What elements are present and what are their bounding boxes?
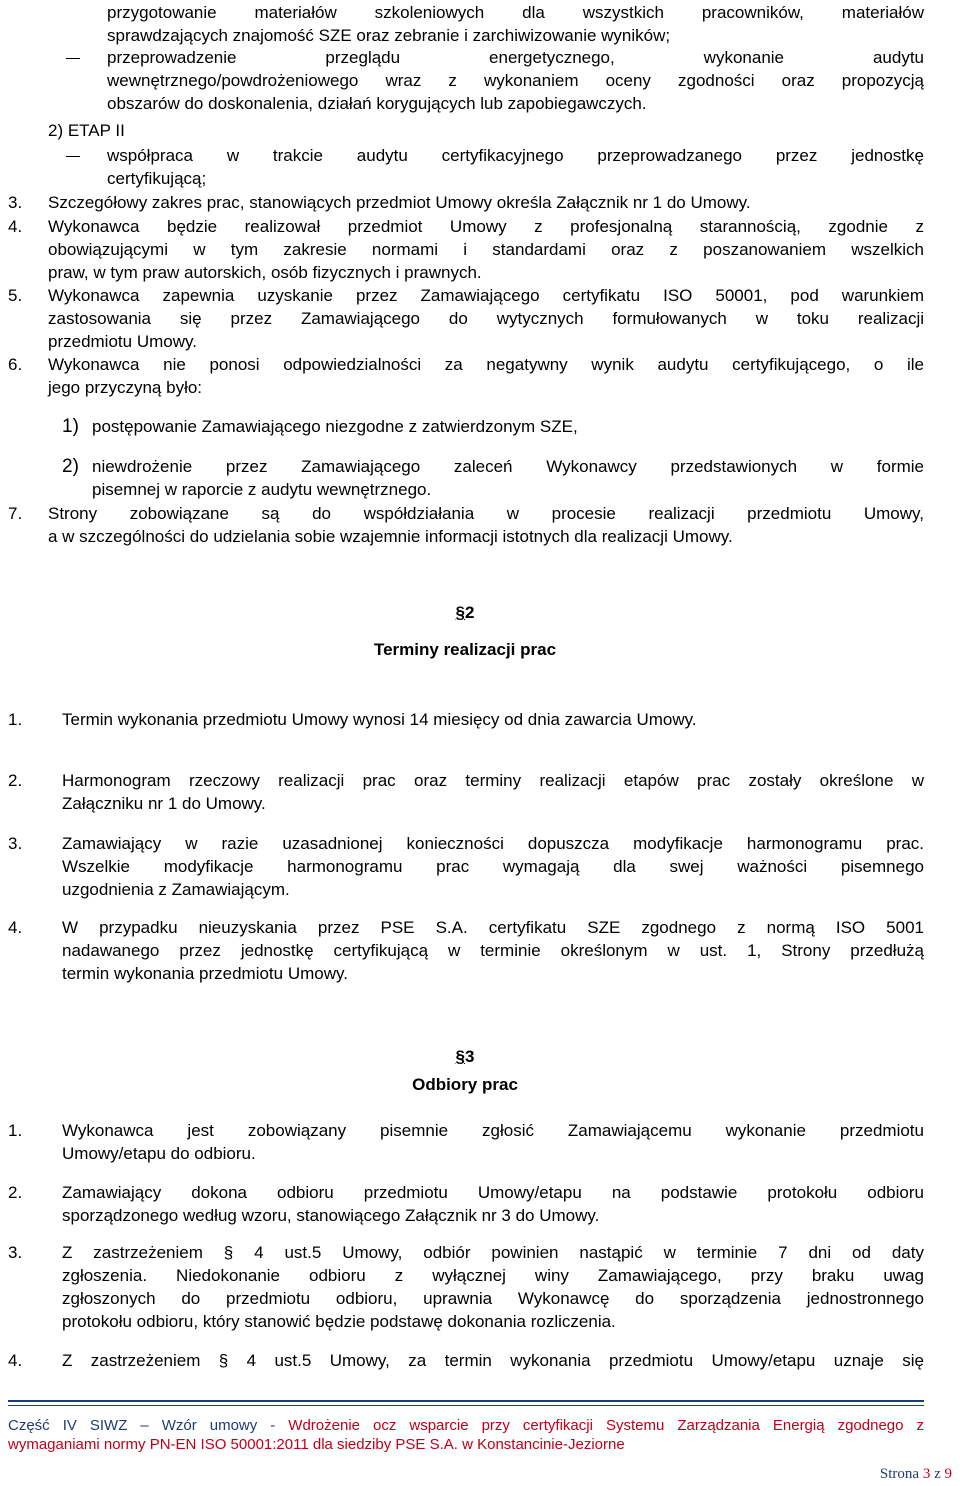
item-number: 6. — [8, 355, 23, 374]
body-line: postępowanie Zamawiającego niezgodne z zatwierdzonym SZE, — [92, 417, 578, 436]
body-line: Strony zobowiązane są do współdziałania w procesie realizacji przedmiotu Umowy, — [48, 504, 924, 523]
body-line: obszarów do doskonalenia, działań korygujących lub zapobiegawczych. — [107, 94, 647, 113]
body-line: Wykonawca zapewnia uzyskanie przez Zamawiającego certyfikatu ISO 50001, pod warunkiem — [48, 286, 924, 305]
body-line: zgłoszonych do przedmiotu odbioru, uprawnia Wykonawcę do sporządzenia jednostronnego — [62, 1289, 924, 1308]
body-line: Wykonawca będzie realizował przedmiot Umowy z profesjonalną starannością, zgodnie z — [48, 217, 924, 236]
body-line: Zamawiający dokona odbioru przedmiotu Umowy/etapu na podstawie protokołu odbioru — [62, 1183, 924, 1202]
body-line: niewdrożenie przez Zamawiającego zaleceń Wykonawcy przedstawionych w formie — [92, 457, 924, 476]
section-title: Terminy realizacji prac — [373, 640, 557, 659]
body-line: a w szczególności do udzielania sobie wzajemnie informacji istotnych dla realizacji Umowy. — [48, 527, 733, 546]
body-line: wewnętrznego/powdrożeniowego wraz z wykonaniem oceny zgodności oraz propozycją — [107, 71, 924, 90]
body-line: jego przyczyną było: — [48, 378, 203, 397]
body-line: zgłoszenia. Niedokonanie odbioru z wyłącznej winy Zamawiającego, przy braku uwag — [62, 1266, 924, 1285]
body-line: zastosowania się przez Zamawiającego do wytycznych formułowanych w toku realizacji — [48, 309, 924, 328]
body-line: przedmiotu Umowy. — [48, 332, 197, 351]
section-number: §3 — [455, 1047, 475, 1066]
body-line: Załączniku nr 1 do Umowy. — [62, 794, 266, 813]
footer-rule — [8, 1400, 924, 1402]
body-line: termin wykonania przedmiotu Umowy. — [62, 964, 348, 983]
item-number: 1. — [8, 1121, 23, 1140]
body-line: Umowy/etapu do odbioru. — [62, 1144, 256, 1163]
item-number: 7. — [8, 504, 23, 523]
item-number: 2. — [8, 771, 23, 790]
item-number: 3. — [8, 1243, 23, 1262]
body-line: współpraca w trakcie audytu certyfikacyjnego przeprowadzanego przez jednostkę — [107, 146, 924, 165]
body-line: Wszelkie modyfikacje harmonogramu prac wymagają dla swej ważności pisemnego — [62, 857, 924, 876]
body-line: Z zastrzeżeniem § 4 ust.5 Umowy, za termin wykonania przedmiotu Umowy/etapu uznaje się — [62, 1351, 924, 1370]
item-number: 3. — [8, 193, 23, 212]
body-line: sporządzonego według wzoru, stanowiącego Załącznik nr 3 do Umowy. — [62, 1206, 600, 1225]
body-line: protokołu odbioru, który stanowić będzie podstawę dokonania rozliczenia. — [62, 1312, 616, 1331]
item-number: 4. — [8, 217, 23, 236]
item-number: 5. — [8, 286, 23, 305]
body-line: nadawanego przez jednostkę certyfikującą w terminie określonym w ust. 1, Strony przedłużą — [62, 941, 924, 960]
item-number: 4. — [8, 918, 23, 937]
item-number: 4. — [8, 1351, 23, 1370]
body-line: przygotowanie materiałów szkoleniowych dla wszystkich pracowników, materiałów — [107, 3, 924, 22]
item-number: 3. — [8, 834, 23, 853]
sub-item-number: 2) — [62, 456, 79, 477]
item-number: 1. — [8, 710, 23, 729]
body-line: certyfikującą; — [107, 169, 207, 188]
body-line: przeprowadzenie przeglądu energetycznego, wykonanie audytu — [107, 48, 924, 67]
body-line: obowiązującymi w tym zakresie normami i standardami oraz z poszanowaniem wszelkich — [48, 240, 924, 259]
page-number: Strona 3 z 9 — [879, 1466, 952, 1482]
dash-bullet — [66, 156, 80, 157]
body-line: Wykonawca nie ponosi odpowiedzialności za negatywny wynik audytu certyfikującego, o ile — [48, 355, 924, 374]
body-line: Z zastrzeżeniem § 4 ust.5 Umowy, odbiór powinien nastąpić w terminie 7 dni od daty — [62, 1243, 924, 1262]
body-line: pisemnej w raporcie z audytu wewnętrznego. — [92, 480, 432, 499]
body-line: Szczegółowy zakres prac, stanowiących przedmiot Umowy określa Załącznik nr 1 do Umowy. — [48, 193, 751, 212]
body-line: praw, w tym praw autorskich, osób fizycznych i prawnych. — [48, 263, 482, 282]
body-line: Zamawiający w razie uzasadnionej konieczności dopuszcza modyfikacje harmonogramu prac. — [62, 834, 924, 853]
body-line: Termin wykonania przedmiotu Umowy wynosi 14 miesięcy od dnia zawarcia Umowy. — [62, 710, 697, 729]
section-title: Odbiory prac — [412, 1075, 518, 1094]
etap-heading: 2) ETAP II — [48, 121, 125, 140]
dash-bullet — [66, 58, 80, 59]
body-line: Wykonawca jest zobowiązany pisemnie zgłosić Zamawiającemu wykonanie przedmiotu — [62, 1121, 924, 1140]
item-number: 2. — [8, 1183, 23, 1202]
body-line: uzgodnienia z Zamawiającym. — [62, 880, 290, 899]
sub-item-number: 1) — [62, 416, 79, 437]
section-number: §2 — [455, 603, 475, 622]
body-line: W przypadku nieuzyskania przez PSE S.A. certyfikatu SZE zgodnego z normą ISO 5001 — [62, 918, 924, 937]
body-line: sprawdzających znajomość SZE oraz zebranie i zarchiwizowanie wyników; — [107, 26, 671, 45]
footer-rule — [8, 1405, 924, 1406]
footer-text: Część IV SIWZ – Wzór umowy - Wdrożenie ocz wsparcie przy certyfikacji Systemu Zarządzania Energią zgodnego z wymaganiami normy PN-EN ISO 50001:2011 dla siedziby PSE S.A. w Konstancinie-Jeziorne — [8, 1417, 925, 1453]
body-line: Harmonogram rzeczowy realizacji prac oraz terminy realizacji etapów prac zostały określone w — [62, 771, 924, 790]
